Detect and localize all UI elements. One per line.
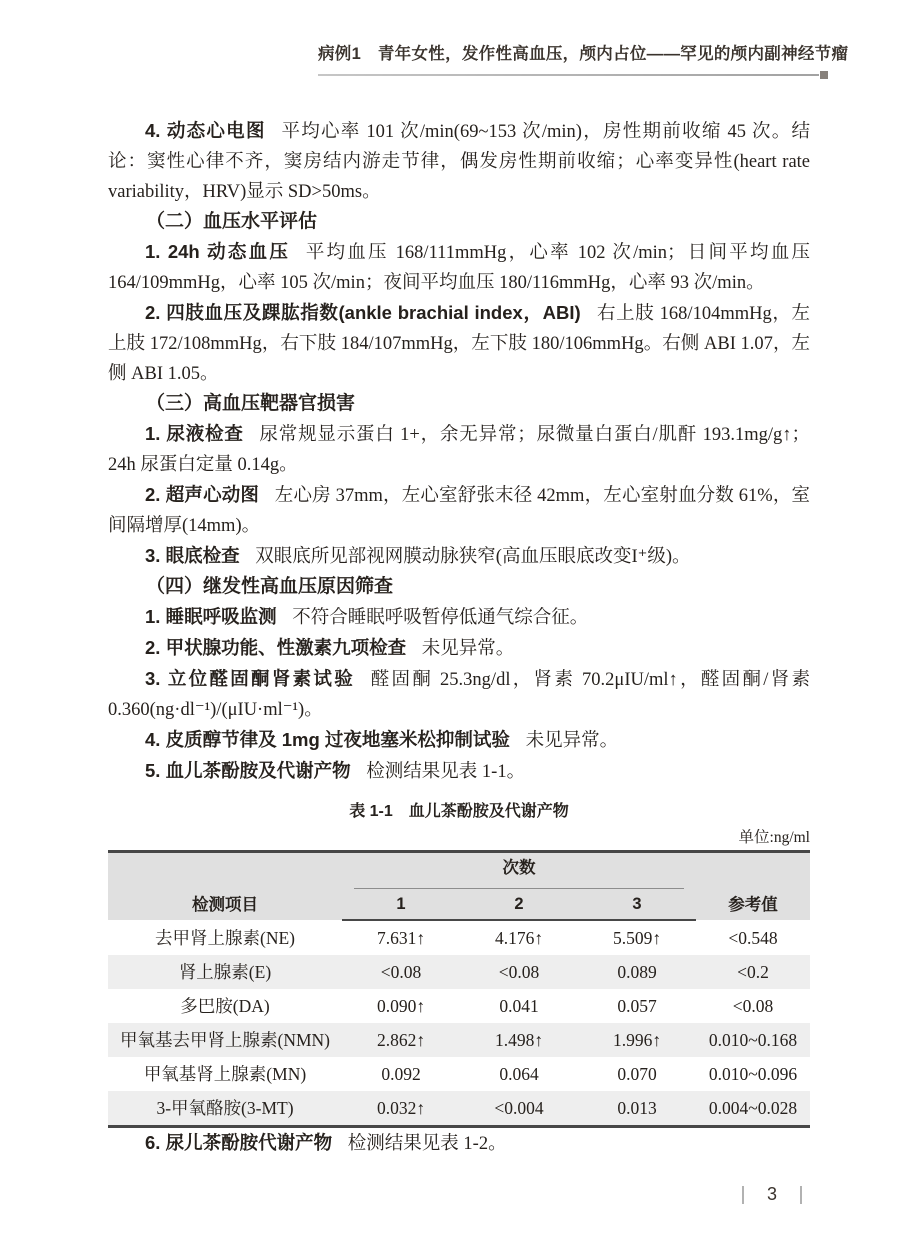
run1-value: 0.092	[381, 1064, 421, 1084]
running-head	[318, 40, 849, 79]
catecholamine-table	[108, 850, 810, 1128]
col-header-group	[342, 852, 696, 890]
col-header-run2: 2	[460, 889, 578, 920]
paragraph-text: 平均血压 168/111mmHg，心率 102 次/min；日间平均血压 164/109mmHg，心率 105 次/min；夜间平均血压 180/116mmHg，心率 93 次/min。	[108, 243, 811, 293]
analyte-name: 肾上腺素(E)	[178, 962, 272, 982]
reference-value: <0.2	[737, 962, 769, 982]
analyte-name: 甲氧基肾上腺素(MN)	[143, 1064, 307, 1084]
reference-value: <0.08	[732, 996, 774, 1016]
table-head	[108, 852, 810, 921]
footer-bar-right	[800, 1186, 802, 1204]
analyte-name: 3-甲氧酪胺(3-MT)	[156, 1098, 294, 1118]
paragraph-text: 左心房 37mm，左心室舒张末径 42mm，左心室射血分数 61%，室间隔增厚(14mm)。	[108, 486, 810, 536]
paragraph-text: 未见异常。	[421, 639, 515, 659]
body-content	[108, 116, 810, 1159]
table-row	[108, 1057, 810, 1091]
run1-value: 0.090↑	[376, 996, 426, 1016]
run1-value: 0.032↑	[376, 1098, 426, 1118]
running-head-rule	[318, 71, 828, 79]
run2-value: <0.08	[498, 962, 540, 982]
rule-line	[318, 74, 819, 76]
table-row	[108, 1023, 810, 1057]
paragraph	[108, 725, 810, 756]
run2-value: <0.004	[494, 1098, 544, 1118]
page-footer	[742, 1184, 802, 1205]
col-header-group-label: 次数	[354, 853, 684, 889]
paragraph-text: 未见异常。	[525, 731, 619, 751]
paragraph	[108, 116, 810, 207]
paragraph-text: 不符合睡眠呼吸暂停低通气综合征。	[292, 608, 589, 628]
analyte-name: 甲氧基去甲肾上腺素(NMN)	[120, 1030, 330, 1050]
paragraph-text: 平均心率 101 次/min(69~153 次/min)，房性期前收缩 45 次。结论：窦性心律不齐，窦房结内游走节律，偶发房性期前收缩；心率变异性(heart rate variability，HRV)显示 SD>50ms。	[108, 122, 810, 202]
run2-value: 0.064	[499, 1064, 539, 1084]
table-row	[108, 1091, 810, 1127]
paragraph-label: 3. 眼底检查	[145, 545, 240, 566]
table-row	[108, 955, 810, 989]
paragraph	[108, 756, 810, 787]
paragraph	[108, 541, 810, 572]
reference-value: <0.548	[728, 927, 778, 948]
paragraph-label: 2. 四肢血压及踝肱指数(ankle brachial index，ABI)	[145, 302, 581, 323]
page-number: 3	[766, 1184, 777, 1204]
paragraph	[108, 237, 810, 298]
section-heading: （四）继发性高血压原因筛查	[146, 576, 394, 597]
paragraph-label: 4. 动态心电图	[145, 120, 266, 141]
run1-value: 7.631↑	[376, 928, 426, 948]
paragraph-text: 尿常规显示蛋白 1+，余无异常；尿微量白蛋白/肌酐 193.1mg/g↑；24h 尿蛋白定量 0.14g。	[108, 425, 811, 475]
col-header-item: 检测项目	[192, 896, 258, 914]
paragraph-label: 1. 尿液检查	[145, 423, 244, 444]
paragraph	[108, 602, 810, 633]
analyte-name: 多巴胺(DA)	[180, 996, 270, 1016]
paragraph-label: 3. 立位醛固酮肾素试验	[145, 668, 356, 689]
run1-value: 2.862↑	[376, 1030, 426, 1050]
run1-value: <0.08	[380, 962, 422, 982]
footer-bar-left	[742, 1186, 744, 1204]
paragraph-label: 4. 皮质醇节律及 1mg 过夜地塞米松抑制试验	[145, 729, 510, 750]
reference-value: 0.010~0.168	[708, 1030, 798, 1050]
paragraph-text: 醛固酮 25.3ng/dl，肾素 70.2μIU/ml↑，醛固酮/肾素 0.360(ng·dl⁻¹)/(μIU·ml⁻¹)。	[108, 670, 811, 720]
running-head-title: 病例1 青年女性，发作性高血压，颅内占位——罕见的颅内副神经节瘤	[318, 45, 849, 63]
run3-value: 5.509↑	[612, 928, 662, 948]
rule-end-square	[820, 71, 828, 79]
section-heading: （二）血压水平评估	[146, 211, 318, 232]
table-unit-note: 单位:ng/ml	[738, 829, 810, 846]
paragraph-label: 6. 尿儿茶酚胺代谢产物	[145, 1132, 333, 1153]
paragraph	[108, 664, 810, 725]
paragraph-text: 检测结果见表 1-1。	[366, 762, 526, 782]
section-heading: （三）高血压靶器官损害	[146, 393, 356, 414]
run3-value: 0.057	[617, 996, 657, 1016]
paragraph	[108, 480, 810, 541]
col-header-ref: 参考值	[728, 896, 778, 914]
paragraph-text: 右上肢 168/104mmHg，左上肢 172/108mmHg，右下肢 184/107mmHg，左下肢 180/106mmHg。右侧 ABI 1.07，左侧 ABI 1.05。	[108, 304, 811, 384]
paragraph-label: 5. 血儿茶酚胺及代谢产物	[145, 760, 351, 781]
paragraph-label: 2. 甲状腺功能、性激素九项检查	[145, 637, 407, 658]
paragraph	[108, 298, 810, 389]
paragraph-text: 检测结果见表 1-2。	[347, 1134, 507, 1154]
table-caption: 表 1-1 血儿茶酚胺及代谢产物	[349, 803, 569, 820]
run3-value: 0.013	[617, 1098, 657, 1118]
col-header-run1: 1	[342, 889, 460, 920]
paragraph	[108, 633, 810, 664]
table-row	[108, 920, 810, 955]
paragraph-label: 2. 超声心动图	[145, 484, 260, 505]
run2-value: 1.498↑	[494, 1030, 544, 1050]
run2-value: 0.041	[499, 996, 539, 1016]
col-header-run3: 3	[578, 889, 696, 920]
run3-value: 1.996↑	[612, 1030, 662, 1050]
paragraph-text: 双眼底所见部视网膜动脉狭窄(高血压眼底改变I⁺级)。	[255, 547, 691, 567]
paragraph	[108, 1128, 810, 1159]
analyte-name: 去甲肾上腺素(NE)	[155, 927, 295, 948]
run2-value: 4.176↑	[494, 928, 544, 948]
run3-value: 0.070	[617, 1064, 657, 1084]
paragraph	[108, 419, 810, 480]
reference-value: 0.004~0.028	[708, 1098, 798, 1118]
paragraph-label: 1. 睡眠呼吸监测	[145, 606, 277, 627]
run3-value: 0.089	[617, 962, 657, 982]
paragraph-label: 1. 24h 动态血压	[145, 241, 291, 262]
reference-value: 0.010~0.096	[708, 1064, 798, 1084]
table-row	[108, 989, 810, 1023]
